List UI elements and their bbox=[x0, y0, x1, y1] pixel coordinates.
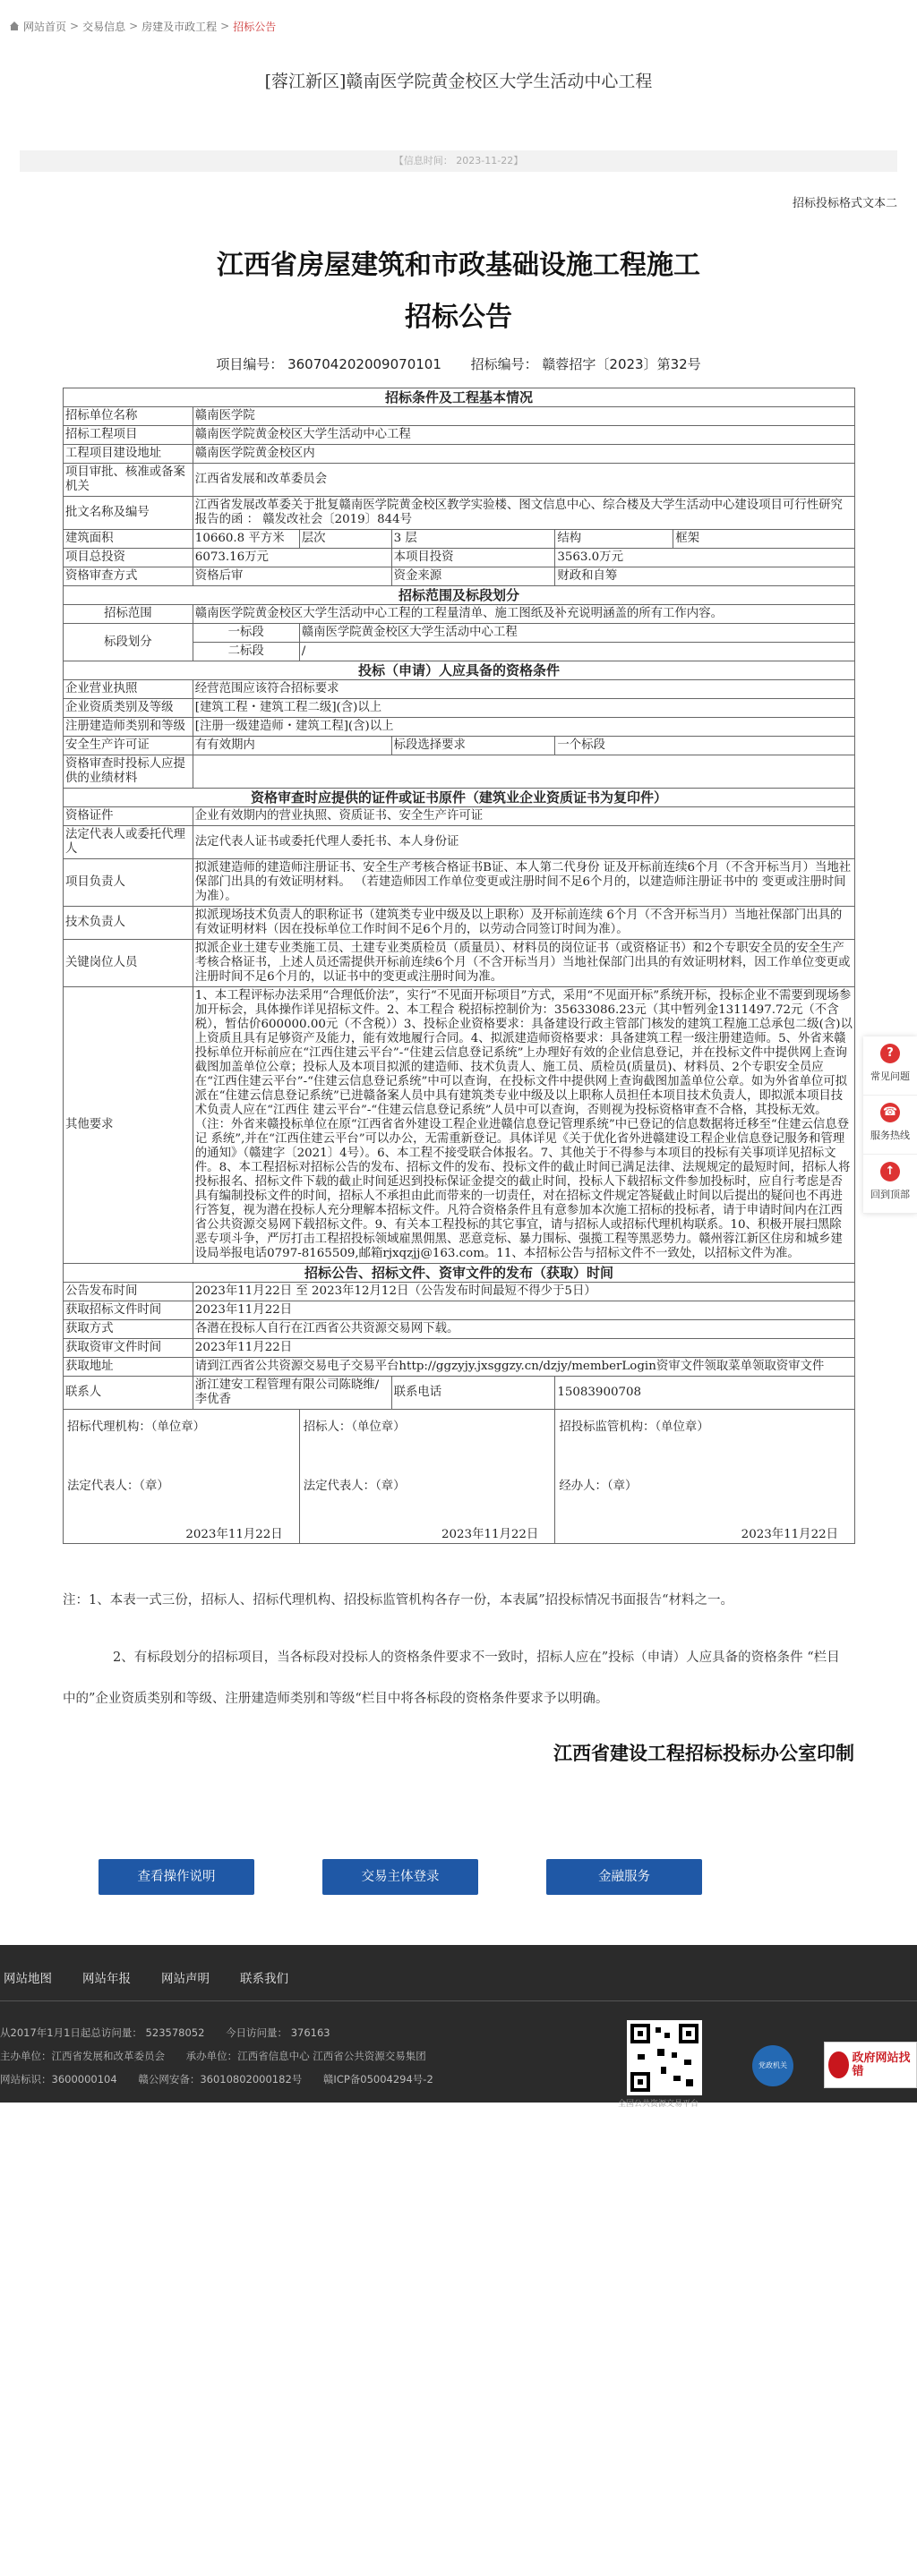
field-label: 获取资审文件时间 bbox=[64, 1339, 193, 1358]
field-value: 企业有效期内的营业执照、资质证书、安全生产许可证 bbox=[193, 807, 854, 826]
handler-label: 经办人：（章） bbox=[559, 1480, 638, 1493]
tender-no: 招标编号： 赣蓉招字〔2023〕第32号 bbox=[470, 356, 701, 372]
field-value: [注册一级建造师・建筑工程](含)以上 bbox=[193, 718, 854, 737]
section-heading: 投标（申请）人应具备的资格条件 bbox=[64, 661, 855, 680]
section-heading: 招标范围及标段划分 bbox=[64, 586, 855, 605]
breadcrumb-home[interactable]: 网站首页 bbox=[23, 20, 67, 33]
format-tag: 招标投标格式文本二 bbox=[792, 197, 897, 210]
field-label: 资格审查时投标人应提供的业绩材料 bbox=[64, 755, 193, 789]
section-heading: 资格审查时应提供的证件或证书原件（建筑业企业资质证书为复印件） bbox=[64, 789, 855, 807]
field-value: 资格后审 bbox=[193, 567, 391, 586]
site-footer bbox=[0, 1945, 917, 2109]
footer-link-contact[interactable]: 联系我们 bbox=[240, 1972, 288, 1986]
field-value: 江西省发展和改革委员会 bbox=[193, 464, 854, 497]
footer-links bbox=[0, 1945, 917, 1986]
section-heading: 招标条件及工程基本情况 bbox=[64, 388, 855, 407]
project-numbers bbox=[0, 354, 917, 373]
field-label: 建筑面积 bbox=[64, 530, 193, 549]
field-label: 企业营业执照 bbox=[64, 680, 193, 699]
supervisor-label: 招投标监管机构：（单位章） bbox=[559, 1420, 709, 1434]
field-value: 赣南医学院 bbox=[193, 407, 854, 426]
field-value: 框架 bbox=[673, 530, 855, 549]
field-label: 联系人 bbox=[64, 1377, 193, 1410]
agency-label: 招标代理机构：（单位章） bbox=[67, 1420, 205, 1434]
field-label: 获取地址 bbox=[64, 1358, 193, 1377]
field-label: 其他要求 bbox=[64, 987, 193, 1264]
host-unit: 主办单位：江西省发展和改革委员会 bbox=[0, 2050, 165, 2062]
note-2: 2、有标段划分的招标项目，当各标段对投标人的资格条件要求不一致时，招标人应在”投标（申请）人应具备的资格条件 “栏目中的”企业资质类别和等级、注册建造师类别和等级“栏目中将各标段的资格条件要求予以明确。 bbox=[63, 1651, 840, 1706]
entity-login-button[interactable]: 交易主体登录 bbox=[322, 1859, 478, 1895]
notes bbox=[63, 1580, 851, 1719]
tenderer-label: 招标人：（单位章） bbox=[303, 1420, 406, 1434]
gongan-record: 赣公网安备：36010802000182号 bbox=[138, 2073, 303, 2086]
field-label: 本项目投资 bbox=[391, 549, 555, 567]
footer-link-statement[interactable]: 网站声明 bbox=[161, 1972, 210, 1986]
info-time-bar: 【信息时间： 2023-11-22】 bbox=[20, 150, 897, 172]
footer-divider bbox=[0, 2000, 917, 2001]
field-value: 法定代表人证书或委托代理人委托书、本人身份证 bbox=[193, 826, 854, 859]
footer-link-annual-report[interactable]: 网站年报 bbox=[82, 1972, 131, 1986]
field-value: 各潜在投标人自行在江西省公共资源交易网下载。 bbox=[193, 1320, 854, 1339]
footer-link-sitemap[interactable]: 网站地图 bbox=[4, 1972, 52, 1986]
floating-sidebar bbox=[863, 1036, 917, 1214]
field-label: 资格审查方式 bbox=[64, 567, 193, 586]
field-value: 10660.8 平方米 bbox=[193, 530, 299, 549]
doc-title-line1: 江西省房屋建筑和市政基础设施工程施工 bbox=[217, 250, 700, 281]
field-value: 15083900708 bbox=[555, 1377, 855, 1410]
breadcrumb-sep: > bbox=[70, 20, 80, 32]
field-label: 公告发布时间 bbox=[64, 1283, 193, 1301]
undertaker-unit: 承办单位：江西省信息中心 江西省公共资源交易集团 bbox=[185, 2050, 426, 2062]
field-value: 拟派现场技术负责人的职称证书（建筑类专业中级及以上职称）及开标前连续 6个月（不含开标当月）当地社保部门出具的有效证明材料（因在投标单位工作时间不足6个月的，以劳动合同签订时间为准）。 bbox=[193, 907, 854, 940]
section-heading: 招标公告、招标文件、资审文件的发布（获取）时间 bbox=[64, 1264, 855, 1283]
sign-date: 2023年11月22日 bbox=[441, 1528, 539, 1541]
field-value: 6073.16万元 bbox=[193, 549, 391, 567]
field-value: 请到江西省公共资源交易电子交易平台http://ggzyjy.jxsggzy.cn/dzjy/memberLogin资审文件领取菜单领取资审文件 bbox=[193, 1358, 854, 1377]
field-value: 经营范围应该符合招标要求 bbox=[193, 680, 854, 699]
field-label: 安全生产许可证 bbox=[64, 737, 193, 755]
field-label: 资格证件 bbox=[64, 807, 193, 826]
field-value: 3 层 bbox=[391, 530, 555, 549]
field-value bbox=[193, 755, 854, 789]
field-value: 赣南医学院黄金校区大学生活动中心工程的工程量清单、施工图纸及补充说明涵盖的所有工作内容。 bbox=[193, 605, 854, 624]
financial-services-button[interactable]: 金融服务 bbox=[546, 1859, 702, 1895]
field-label: 企业资质类别及等级 bbox=[64, 699, 193, 718]
legal-rep-label: 法定代表人：（章） bbox=[67, 1480, 169, 1493]
field-label: 层次 bbox=[299, 530, 391, 549]
gov-round-badge-icon[interactable]: 党政机关 bbox=[752, 2045, 793, 2086]
field-label: 资金来源 bbox=[391, 567, 555, 586]
field-value: 江西省发展改革委关于批复赣南医学院黄金校区教学实验楼、图文信息中心、综合楼及大学生活动中心建设项目可行性研究报告的函 ： 赣发改社会〔2019〕844号 bbox=[193, 497, 854, 530]
back-to-top-label: 回到顶部 bbox=[870, 1189, 910, 1200]
question-icon: ? bbox=[880, 1044, 900, 1063]
phone-icon: ☎ bbox=[880, 1103, 900, 1122]
lot-label: 一标段 bbox=[193, 624, 299, 643]
footer-stats bbox=[0, 2026, 348, 2040]
field-value: 1、本工程评标办法采用“合理低价法”，实行“不见面开标项目”方式，采用“不见面开标”系统开标，投标企业不需要到现场参加开标会，具体操作详见招标文件。2、本工程合 税招标控制价为：35633086.23元（其中暂列金1311497.72元（不含税），暂估价600000.00元（不含税））3、投标企业资格要求：具备建设行政主管部门核发的建筑工程施工总承包二级(含)以上资质且具有足够资产及能力，能有效地履行合同。4、拟派建造师资格要求：具备建筑工程一级注册建造师。5、外省来赣投标单位开标前应在“江西住建云平台”-“住建云信息登记系统”上办理好有效的企业信息登记，并在投标文件中提供网上查询截图加盖单位公章；投标人及本项目拟派的建造师、技术负责人、施工员、质检员(质量员)、材料员、2个专职安全员应在“江西住建云平台”-“住建云信息登记系统”中可以查询，在投标文件中提供网上查询截图加盖单位公章。如为外省单位可拟派在“住建云信息登记系统”已进赣备案人员中具有建筑类专业中级及以上职称人员担任本项目技术负责人，即拟派本项目技术负责人应在“江西住 建云平台”-“住建云信息登记系统”人员中可以查询，否则视为投标资格审查不合格，其投标无效。（注：外省来赣投标单位在原“江西省省外建设工程企业进赣信息登记管理系统”中已登记的信息数据将迁移至“住建云信息登记 系统”,并在“江西住建云平台”可以办公，无需重新登记。具体详见《关于优化省外进赣建设工程企业信息登记服务和管理的通知》（赣建字〔2021〕4号）。6、本工程不接受联合体报名。7、其他关于不得参与本项目的投标有关事项详见招标文件。8、本工程招标对招标公告的发布、招标文件的发布、投标文件的截止时间已满足法律、法规规定的最短时间，招标人将投标报名、招标文件下载的截止时间延迟到投标保证金提交的截止时间，投标人下载招标文件参加投标时，应自行考虑是否具有编制投标文件的时间，招标人不承担由此而带来的一切责任，对在招标文件规定答疑截止时间以后提出的疑问也不再进行答复，视为潜在投标人充分理解本招标文件。凡符合资格条件且有意参加本次施工招标的投标者，请于申请时间内在江西省公共资源交易网下载招标文件。9、有关本工程投标的其它事宜，请与招标人或招标代理机构联系。10、积极开展扫黑除恶专项斗争，严厉打击工程招投标领域雇黑佣黑、恶意竞标、暴力围标、强揽工程等黑恶势力。赣州蓉江新区住房和城乡建设局举报电话0797-8165509,邮箱rjxqzjj@163.com。11、本招标公告与招标文件不一致处，以招标文件为准。 bbox=[193, 987, 854, 1264]
field-value: 浙江建安工程管理有限公司陈晓维/李优香 bbox=[193, 1377, 391, 1410]
hotline-label: 服务热线 bbox=[870, 1130, 910, 1141]
field-label: 标段选择要求 bbox=[391, 737, 555, 755]
qr-code-icon bbox=[627, 2020, 702, 2095]
gov-error-report-badge[interactable] bbox=[824, 2042, 917, 2088]
breadcrumb-current: 招标公告 bbox=[233, 20, 277, 33]
signature-supervisor bbox=[555, 1410, 855, 1544]
footer-records bbox=[0, 2072, 451, 2086]
signature-tenderer bbox=[299, 1410, 555, 1544]
field-value: 拟派企业土建专业类施工员、土建专业类质检员（质量员）、材料员的岗位证书（或资格证书）和2个专职安全员的安全生产考核合格证书，上述人员还需提供开标前连续6个月（不含开标当月）当地社保部门出具的有效证明材料，因工作单位变更或注册时间不足6个月的，以证书中的变更或注册时间为准。 bbox=[193, 940, 854, 987]
field-value: 有有效期内 bbox=[193, 737, 391, 755]
announcement-document bbox=[0, 172, 917, 1766]
field-label: 标段划分 bbox=[64, 624, 193, 661]
field-label: 注册建造师类别和等级 bbox=[64, 718, 193, 737]
field-label: 获取招标文件时间 bbox=[64, 1301, 193, 1320]
page-title: [蓉江新区]赣南医学院黄金校区大学生活动中心工程 bbox=[264, 72, 653, 91]
field-label: 项目总投资 bbox=[64, 549, 193, 567]
field-label: 获取方式 bbox=[64, 1320, 193, 1339]
sign-date: 2023年11月22日 bbox=[185, 1528, 283, 1541]
total-visits: 从2017年1月1日起总访问量： 523578052 bbox=[0, 2026, 205, 2039]
lot-value: 赣南医学院黄金校区大学生活动中心工程 bbox=[299, 624, 854, 643]
home-icon bbox=[9, 21, 20, 31]
field-value: 财政和自筹 bbox=[555, 567, 855, 586]
field-value: 赣南医学院黄金校区内 bbox=[193, 445, 854, 464]
note-1: 注：1、本表一式三份，招标人、招标代理机构、招投标监管机构各存一份，本表属”招投标情况书面报告“材料之一。 bbox=[63, 1593, 734, 1608]
today-visits: 今日访问量： 376163 bbox=[226, 2026, 330, 2039]
field-value: 2023年11月22日 bbox=[193, 1301, 854, 1320]
field-label: 技术负责人 bbox=[64, 907, 193, 940]
signature-agency bbox=[64, 1410, 300, 1544]
icp-record: 赣ICP备05004294号-2 bbox=[322, 2073, 433, 2086]
legal-rep-label: 法定代表人：（章） bbox=[303, 1480, 406, 1493]
field-value: [建筑工程・建筑工程二级](含)以上 bbox=[193, 699, 854, 718]
emblem-icon bbox=[828, 2051, 849, 2078]
back-to-top-float-item[interactable] bbox=[863, 1155, 917, 1214]
field-label: 批文名称及编号 bbox=[64, 497, 193, 530]
field-label: 工程项目建设地址 bbox=[64, 445, 193, 464]
doc-title-line2: 招标公告 bbox=[405, 302, 512, 333]
field-label: 法定代表人或委托代理人 bbox=[64, 826, 193, 859]
breadcrumb bbox=[0, 0, 917, 39]
lot-label: 二标段 bbox=[193, 643, 299, 661]
sign-date: 2023年11月22日 bbox=[741, 1528, 838, 1541]
field-value: 2023年11月22日 至 2023年12月12日（公告发布时间最短不得少于5日） bbox=[193, 1283, 854, 1301]
hotline-float-item[interactable] bbox=[863, 1096, 917, 1155]
field-label: 结构 bbox=[555, 530, 673, 549]
field-label: 招标单位名称 bbox=[64, 407, 193, 426]
field-label: 招标工程项目 bbox=[64, 426, 193, 445]
site-code: 网站标识：3600000104 bbox=[0, 2073, 117, 2086]
qr-label: 全国公共资源交易平台 bbox=[618, 2100, 699, 2109]
field-value: 赣南医学院黄金校区大学生活动中心工程 bbox=[193, 426, 854, 445]
project-no: 项目编号： 360704202009070101 bbox=[216, 356, 441, 372]
field-label: 联系电话 bbox=[391, 1377, 555, 1410]
field-label: 招标范围 bbox=[64, 605, 193, 624]
breadcrumb-sep: > bbox=[129, 20, 139, 32]
field-value: 一个标段 bbox=[555, 737, 855, 755]
field-value: 拟派建造师的建造师注册证书、安全生产考核合格证书B证、本人第二代身份 证及开标前连续6个月（不含开标当月）当地社保部门出具的有效证明材料。 （若建造师因工作单位变更或注册时间不足6个月的，以建造师注册证书中的 变更或注册时间为准）。 bbox=[193, 859, 854, 907]
breadcrumb-sep: > bbox=[220, 20, 230, 32]
breadcrumb-trade[interactable]: 交易信息 bbox=[82, 20, 126, 33]
field-label: 项目审批、核准或备案机关 bbox=[64, 464, 193, 497]
action-buttons bbox=[99, 1859, 917, 1895]
field-value: 3563.0万元 bbox=[555, 549, 855, 567]
field-value: 2023年11月22日 bbox=[193, 1339, 854, 1358]
faq-label: 常见问题 bbox=[870, 1070, 910, 1082]
announcement-table bbox=[63, 388, 855, 1544]
lot-value: / bbox=[299, 643, 854, 661]
footer-organizers bbox=[0, 2049, 444, 2063]
arrow-up-icon: ↑ bbox=[880, 1162, 900, 1181]
faq-float-item[interactable] bbox=[863, 1036, 917, 1096]
breadcrumb-category[interactable]: 房建及市政工程 bbox=[141, 20, 218, 33]
gov-error-report-label: 政府网站找错 bbox=[852, 2051, 911, 2078]
issuing-office: 江西省建设工程招标投标办公室印制 bbox=[553, 1742, 854, 1764]
field-label: 项目负责人 bbox=[64, 859, 193, 907]
field-label: 关键岗位人员 bbox=[64, 940, 193, 987]
view-instructions-button[interactable]: 查看操作说明 bbox=[99, 1859, 254, 1895]
